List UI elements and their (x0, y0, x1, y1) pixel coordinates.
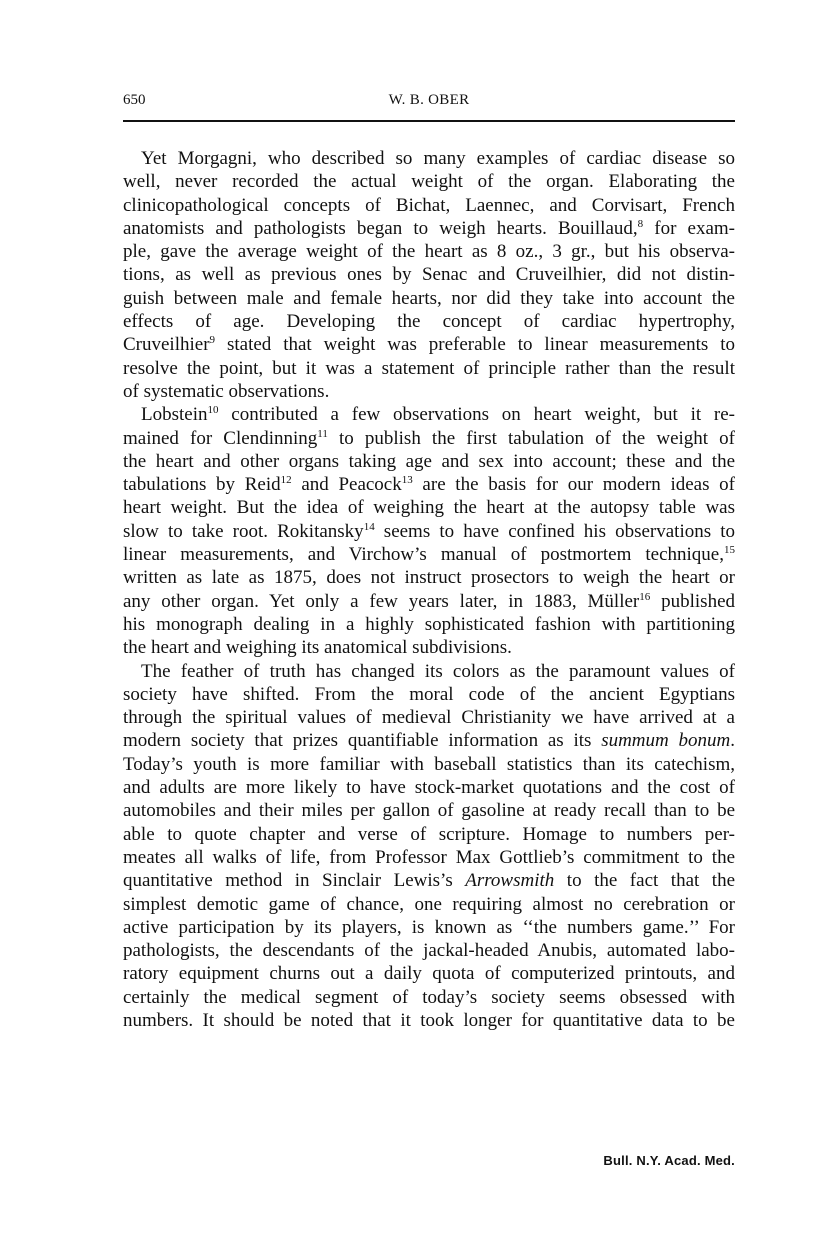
text-run: modern society that prizes quantifiable information as its (123, 730, 602, 752)
header-rule (123, 120, 735, 122)
text-line (123, 869, 735, 892)
journal-footer: Bull. N.Y. Acad. Med. (603, 1153, 735, 1168)
text-line (123, 520, 735, 543)
text-run: able to quote chapter and verse of scripture. Homage to numbers per- (123, 823, 735, 845)
text-run: automobiles and their miles per gallon of gasoline at ready recall than to be (123, 800, 735, 822)
text-line (123, 823, 735, 846)
footnote-reference: 15 (724, 544, 735, 557)
text-run: simplest demotic game of chance, one requiring almost no cerebration or (123, 893, 735, 915)
article-body (123, 147, 735, 1032)
text-run: certainly the medical segment of today’s society seems obsessed with (123, 986, 735, 1008)
text-line (123, 962, 735, 985)
text-run: slow to take root. Rokitansky (123, 520, 364, 542)
text-line (123, 380, 735, 403)
text-line (123, 566, 735, 589)
text-line (123, 846, 735, 869)
text-line (123, 240, 735, 263)
text-run: to publish the first tabulation of the weight of (327, 427, 736, 449)
footnote-reference: 14 (363, 520, 375, 533)
text-run: ratory equipment churns out a daily quota of computerized printouts, and (123, 963, 735, 985)
text-line (123, 170, 735, 193)
text-run: the heart and weighing its anatomical subdivisions. (123, 637, 512, 659)
text-run: and Peacock (291, 474, 402, 496)
running-head: W. B. OBER (388, 92, 470, 108)
text-line (123, 287, 735, 310)
italic-text: Arrowsmith (465, 870, 555, 892)
text-line (123, 473, 735, 496)
paragraph (123, 660, 735, 1033)
italic-text: summum bonum (601, 730, 731, 752)
text-run: well, never recorded the actual weight of the organ. Elaborating the (123, 171, 735, 193)
text-run: seems to have confined his observations to (374, 520, 736, 542)
page-number: 650 (123, 92, 146, 108)
text-line (123, 729, 735, 752)
paragraph (123, 403, 735, 659)
text-run: meates all walks of life, from Professor Max Gottlieb’s commitment to the (123, 846, 735, 868)
text-run: written as late as 1875, does not instruct prosectors to weigh the heart or (123, 567, 735, 589)
text-run: The feather of truth has changed its colors as the paramount values of (141, 660, 735, 682)
text-run: his monograph dealing in a highly sophisticated fashion with partitioning (123, 613, 735, 635)
text-run: resolve the point, but it was a statement of principle rather than the result (123, 357, 735, 379)
text-line (123, 776, 735, 799)
text-run: heart weight. But the idea of weighing the heart at the autopsy table was (123, 497, 735, 519)
footnote-reference: 9 (209, 334, 216, 347)
text-run: clinicopathological concepts of Bichat, Laennec, and Corvisart, French (123, 194, 735, 216)
text-run: active participation by its players, is known as ‘‘the numbers game.’’ For (123, 916, 735, 938)
text-run: Lobstein (141, 404, 208, 426)
text-run: are the basis for our modern ideas of (412, 474, 736, 496)
text-run: to the fact that the (554, 870, 736, 892)
text-line (123, 147, 735, 170)
text-run: Today’s youth is more familiar with baseball statistics than its catechism, (123, 753, 735, 775)
text-run: tabulations by Reid (123, 474, 281, 496)
text-run: and adults are more likely to have stock-market quotations and the cost of (123, 777, 735, 799)
text-line (123, 683, 735, 706)
text-run: . (730, 730, 735, 752)
footnote-reference: 12 (280, 474, 292, 487)
text-line (123, 939, 735, 962)
text-run: quantitative method in Sinclair Lewis’s (123, 870, 466, 892)
text-line (123, 333, 735, 356)
footnote-reference: 11 (317, 427, 328, 440)
footnote-reference: 10 (207, 404, 219, 417)
text-line (123, 706, 735, 729)
text-line (123, 427, 735, 450)
text-line (123, 636, 735, 659)
text-line (123, 496, 735, 519)
text-run: Yet Morgagni, who described so many examples of cardiac disease so (141, 148, 735, 169)
text-run: mained for Clendinning (123, 427, 318, 449)
text-line (123, 753, 735, 776)
text-line (123, 543, 735, 566)
paragraph (123, 147, 735, 403)
footnote-reference: 13 (401, 474, 413, 487)
text-run: the heart and other organs taking age and sex into account; these and the (123, 450, 735, 472)
text-line (123, 893, 735, 916)
text-line (123, 986, 735, 1009)
text-run: for exam- (643, 217, 735, 239)
text-run: ple, gave the average weight of the heart as 8 oz., 3 gr., but his observa- (123, 241, 735, 263)
text-run: numbers. It should be noted that it took longer for quantitative data to be (123, 1009, 735, 1031)
text-line (123, 194, 735, 217)
text-run: pathologists, the descendants of the jackal-headed Anubis, automated labo- (123, 940, 735, 962)
text-line (123, 403, 735, 426)
text-line (123, 263, 735, 286)
text-line (123, 613, 735, 636)
text-line (123, 660, 735, 683)
text-line (123, 590, 735, 613)
footnote-reference: 8 (637, 217, 644, 230)
text-run: Cruveilhier (123, 334, 210, 356)
text-run: guish between male and female hearts, nor did they take into account the (123, 287, 735, 309)
text-run: through the spiritual values of medieval Christianity we have arrived at a (123, 707, 735, 729)
footnote-reference: 16 (639, 590, 651, 603)
text-run: anatomists and pathologists began to weigh hearts. Bouillaud, (123, 217, 638, 239)
text-line (123, 357, 735, 380)
text-run: of systematic observations. (123, 380, 330, 402)
text-run: any other organ. Yet only a few years later, in 1883, Müller (123, 590, 640, 612)
text-line (123, 1009, 735, 1032)
text-line (123, 310, 735, 333)
text-line (123, 916, 735, 939)
text-run: tions, as well as previous ones by Senac and Cruveilhier, did not distin- (123, 264, 735, 286)
text-run: published (650, 590, 735, 612)
text-line (123, 799, 735, 822)
text-line (123, 450, 735, 473)
text-run: linear measurements, and Virchow’s manual of postmortem technique, (123, 544, 724, 566)
text-run: society have shifted. From the moral code of the ancient Egyptians (123, 683, 735, 705)
text-run: stated that weight was preferable to linear measurements to (215, 334, 735, 356)
page-header (123, 92, 735, 114)
text-run: contributed a few observations on heart weight, but it re- (218, 404, 735, 426)
text-run: effects of age. Developing the concept of cardiac hypertrophy, (123, 311, 735, 333)
text-line (123, 217, 735, 240)
